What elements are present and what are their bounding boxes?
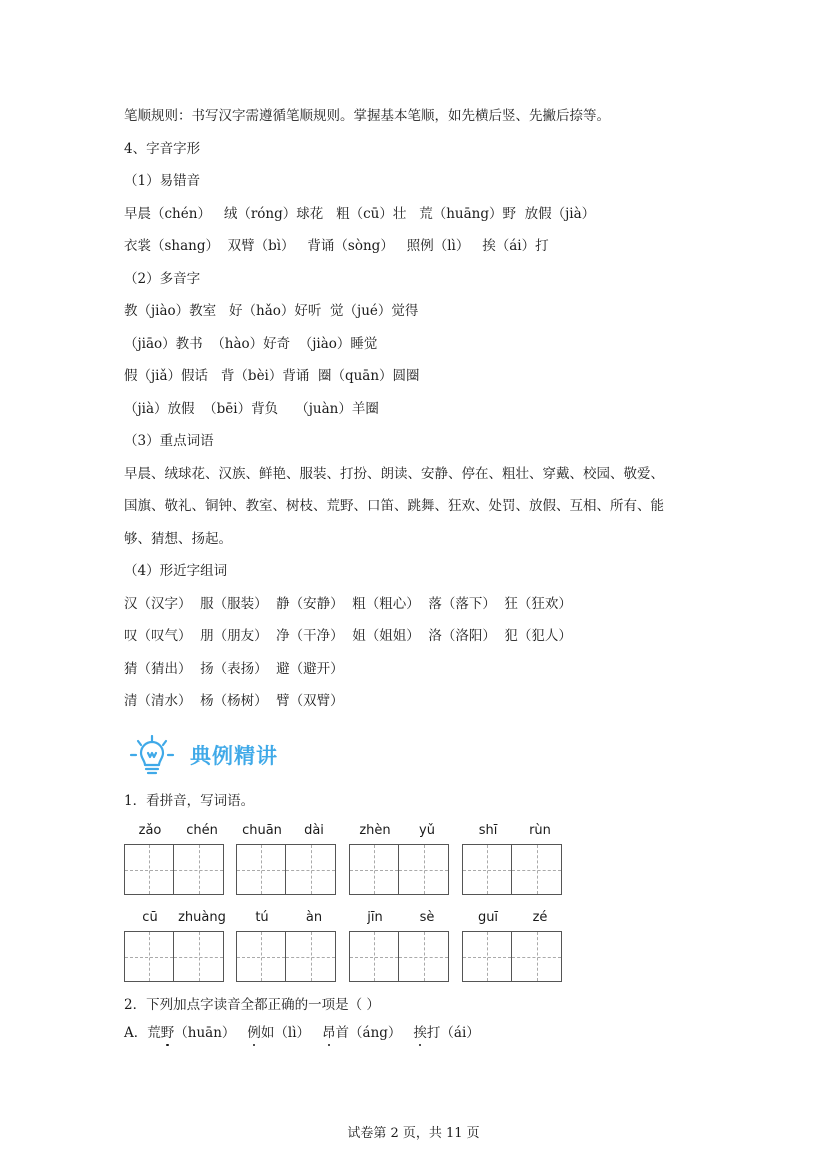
question-2-stem: 2．下列加点字读音全都正确的一项是（ ） (124, 997, 380, 1013)
pinyin-label: tú (255, 910, 269, 925)
sub4-line-4: 清（清水） 杨（杨树） 臂（双臂） (124, 693, 344, 709)
writing-box[interactable] (124, 931, 174, 982)
sub3-line-3: 够、猜想、扬起。 (124, 531, 232, 547)
word-group (349, 822, 453, 902)
pinyin-label: chén (186, 823, 218, 838)
writing-box[interactable] (174, 931, 224, 982)
option-word: 例如（lì） (247, 1025, 311, 1041)
question-2-option-a[interactable] (124, 1024, 480, 1042)
word-group (124, 909, 228, 989)
writing-box[interactable] (236, 931, 286, 982)
writing-box[interactable] (512, 931, 562, 982)
lightbulb-icon (128, 735, 176, 775)
sub2-line-4: （jià）放假 （bēi）背负 （juàn）羊圈 (124, 401, 379, 417)
pinyin-label: zǎo (138, 823, 162, 838)
pinyin-label: cū (142, 910, 158, 925)
pinyin-label: dài (304, 823, 324, 838)
sub4-line-3: 猜（猜出） 扬（表扬） 避（避开） (124, 661, 344, 677)
word-group (462, 822, 566, 902)
stroke-rule-text: 笔顺规则：书写汉字需遵循笔顺规则。掌握基本笔顺，如先横后竖、先撇后捺等。 (124, 108, 610, 124)
word-group (236, 909, 340, 989)
sub2-line-2: （jiāo）教书 （hào）好奇 （jiào）睡觉 (124, 336, 378, 352)
section-heading (128, 735, 278, 775)
sub2-line-1: 教（jiào）教室 好（hǎo）好听 觉（jué）觉得 (124, 303, 419, 319)
sub4-title: （4）形近字组词 (124, 563, 228, 579)
pinyin-label: chuān (242, 823, 282, 838)
sub3-line-2: 国旗、敬礼、铜钟、教室、树枝、荒野、口笛、跳舞、狂欢、处罚、放假、互相、所有、能 (124, 498, 664, 514)
sub4-line-2: 叹（叹气） 朋（朋友） 净（干净） 姐（姐姐） 洛（洛阳） 犯（犯人） (124, 628, 572, 644)
dotted-char: 例 (247, 1025, 261, 1041)
dotted-char: 挨 (413, 1025, 427, 1041)
option-word: 挨打（ái） (413, 1025, 480, 1041)
sub2-title: （2）多音字 (124, 271, 201, 287)
option-word: 昂首（áng） (322, 1025, 402, 1041)
word-group (124, 822, 228, 902)
pinyin-label: zhuàng (178, 910, 226, 925)
pinyin-grid-row-1 (124, 822, 584, 902)
option-label: A． (124, 1025, 148, 1041)
question-1-stem: 1．看拼音，写词语。 (124, 793, 255, 809)
page-footer: 试卷第 2 页，共 11 页 (347, 1126, 480, 1141)
pinyin-label: jīn (367, 910, 383, 925)
word-group (462, 909, 566, 989)
sub2-line-3: 假（jiǎ）假话 背（bèi）背诵 圈（quān）圆圈 (124, 368, 420, 384)
writing-box[interactable] (286, 931, 336, 982)
writing-box[interactable] (462, 931, 512, 982)
word-group (349, 909, 453, 989)
sub3-line-1: 早晨、绒球花、汉族、鲜艳、服装、打扮、朗读、安静、停在、粗壮、穿戴、校园、敬爱、 (124, 466, 664, 482)
pinyin-label: àn (305, 910, 323, 925)
writing-box[interactable] (174, 844, 224, 895)
writing-box[interactable] (124, 844, 174, 895)
sub1-line-1: 早晨（chén） 绒（róng）球花 粗（cū）壮 荒（huāng）野 放假（jià） (124, 206, 596, 222)
sub1-line-2: 衣裳（shang） 双臂（bì） 背诵（sòng） 照例（lì） 挨（ái）打 (124, 238, 549, 254)
word-group (236, 822, 340, 902)
writing-box[interactable] (236, 844, 286, 895)
pinyin-label: sè (419, 910, 435, 925)
pinyin-label: guī (477, 910, 499, 925)
writing-box[interactable] (349, 931, 399, 982)
writing-box[interactable] (512, 844, 562, 895)
sub4-line-1: 汉（汉字） 服（服装） 静（安静） 粗（粗心） 落（落下） 狂（狂欢） (124, 596, 572, 612)
writing-box[interactable] (462, 844, 512, 895)
pinyin-label: yǔ (419, 823, 435, 838)
pinyin-label: rùn (529, 823, 551, 838)
dotted-char: 昂 (322, 1025, 336, 1041)
pinyin-grid-row-2 (124, 909, 584, 989)
option-word: 荒野（huān） (147, 1025, 236, 1041)
writing-box[interactable] (349, 844, 399, 895)
pinyin-label: zhèn (359, 823, 391, 838)
writing-box[interactable] (399, 931, 449, 982)
sub3-title: （3）重点词语 (124, 433, 214, 449)
pinyin-label: zé (532, 910, 548, 925)
section-heading-title: 典例精讲 (190, 744, 278, 768)
writing-box[interactable] (286, 844, 336, 895)
dotted-char: 野 (160, 1025, 175, 1041)
writing-box[interactable] (399, 844, 449, 895)
sub1-title: （1）易错音 (124, 173, 201, 189)
pinyin-label: shī (478, 823, 498, 838)
section-4-title: 4、字音字形 (124, 141, 201, 157)
